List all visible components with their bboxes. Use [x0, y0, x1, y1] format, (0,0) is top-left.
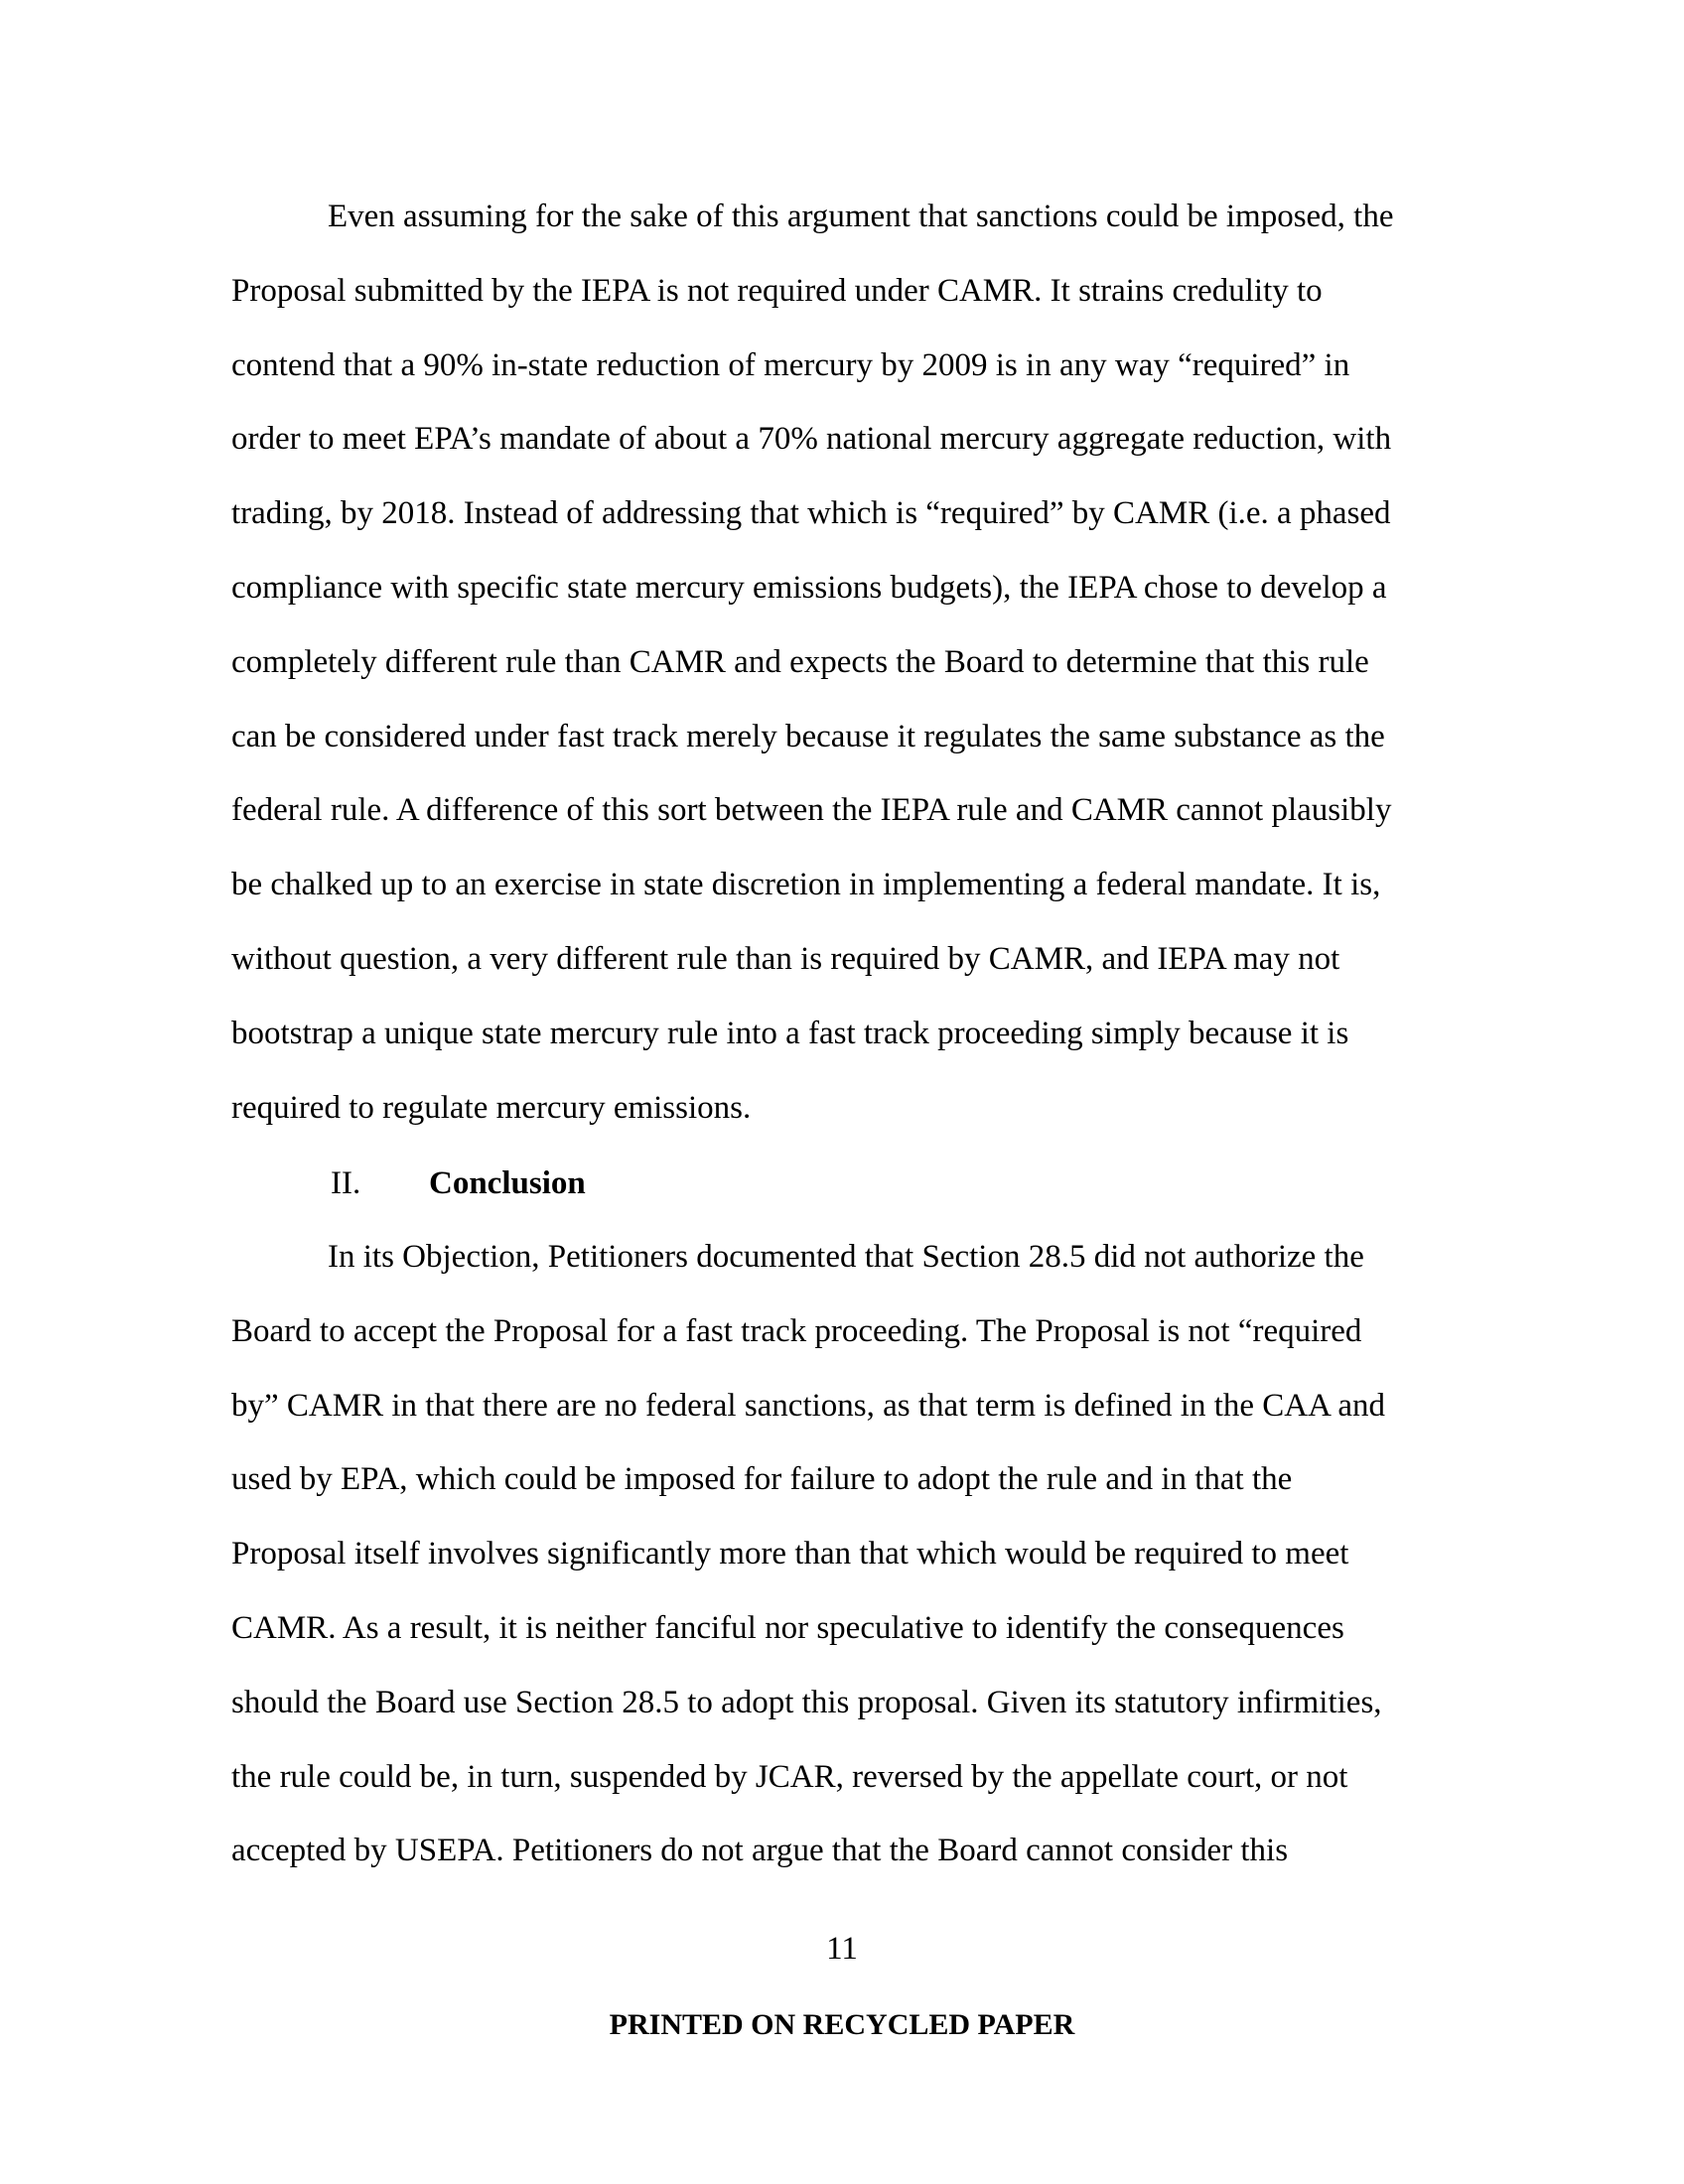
text-line: Board to accept the Proposal for a fast track proceeding. The Proposal is not “required — [231, 1312, 1362, 1349]
text-line: Proposal itself involves significantly more than that which would be required to meet — [231, 1536, 1349, 1572]
section-heading: Conclusion — [429, 1165, 586, 1201]
text-line: order to meet EPA’s mandate of about a 70% national mercury aggregate reduction, with — [231, 421, 1392, 458]
text-line: Even assuming for the sake of this argument that sanctions could be imposed, the — [328, 199, 1394, 234]
text-line: completely different rule than CAMR and expects the Board to determine that this rule — [231, 643, 1369, 680]
text-line: In its Objection, Petitioners documented that Section 28.5 did not authorize the — [328, 1239, 1364, 1275]
text-line: bootstrap a unique state mercury rule into a fast track proceeding simply because it is — [231, 1015, 1349, 1051]
text-line: accepted by USEPA. Petitioners do not argue that the Board cannot consider this — [231, 1833, 1289, 1869]
text-line: trading, by 2018. Instead of addressing that which is “required” by CAMR (i.e. a phased — [231, 495, 1391, 532]
text-line: should the Board use Section 28.5 to adopt this proposal. Given its statutory infirmities, — [231, 1684, 1382, 1720]
footer-recycled-paper: PRINTED ON RECYCLED PAPER — [609, 2008, 1075, 2041]
text-line: federal rule. A difference of this sort between the IEPA rule and CAMR cannot plausibly — [231, 792, 1392, 829]
text-line: the rule could be, in turn, suspended by JCAR, reversed by the appellate court, or not — [231, 1758, 1348, 1795]
text-line: can be considered under fast track merely because it regulates the same substance as the — [231, 718, 1385, 754]
text-line: contend that a 90% in-state reduction of mercury by 2009 is in any way “required” in — [231, 346, 1350, 383]
text-line: used by EPA, which could be imposed for failure to adopt the rule and in that the — [231, 1461, 1293, 1498]
text-line: CAMR. As a result, it is neither fanciful nor speculative to identify the consequences — [231, 1610, 1344, 1646]
text-line: without question, a very different rule than is required by CAMR, and IEPA may not — [231, 941, 1340, 977]
text-line: compliance with specific state mercury emissions budgets), the IEPA chose to develop a — [231, 570, 1387, 606]
section-number: II. — [331, 1165, 361, 1201]
text-line: required to regulate mercury emissions. — [231, 1089, 752, 1126]
page-number: 11 — [826, 1931, 858, 1967]
text-line: Proposal submitted by the IEPA is not required under CAMR. It strains credulity to — [231, 272, 1323, 309]
text-line: by” CAMR in that there are no federal sanctions, as that term is defined in the CAA and — [231, 1387, 1386, 1424]
text-line: be chalked up to an exercise in state discretion in implementing a federal mandate. It is, — [231, 867, 1381, 903]
